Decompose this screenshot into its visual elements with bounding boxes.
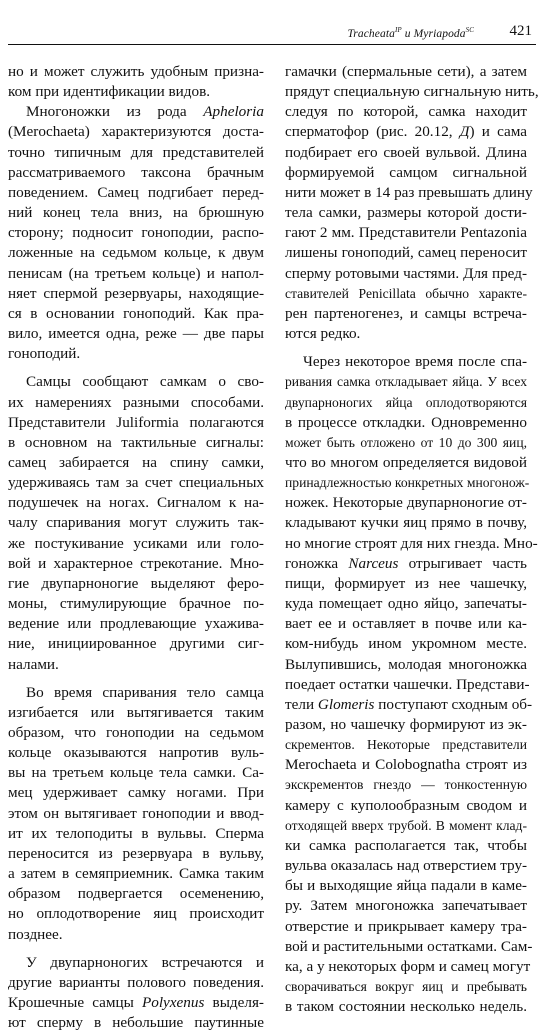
- running-title-sup1: IP: [394, 26, 402, 34]
- text-line: удерживаясь там за счет специальных: [8, 474, 264, 492]
- text-line: [285, 554, 527, 574]
- text-line: самец забирается на спину самки,: [8, 453, 264, 471]
- text-line: Через некоторое время после спа-: [303, 353, 527, 371]
- text-run: сперматофор (рис. 20.12,: [285, 123, 460, 141]
- text-line: этом он вытягивает гоноподии и ввод-: [8, 804, 264, 822]
- text-line: тела самки, размеры которой дости-: [285, 204, 527, 222]
- text-line: гие двупарноногие выделяют феро-: [8, 574, 264, 592]
- text-line: чалу спаривания могут служить так-: [8, 514, 264, 532]
- text-line: но многие строят для них гнезда. Мно-: [285, 534, 538, 552]
- text-line: [285, 695, 533, 715]
- text-line: [285, 122, 527, 142]
- text-run: ) и сама: [469, 123, 527, 141]
- text-line: гают 2 мм. Представители Pentazonia: [285, 224, 527, 242]
- page-number: 421: [509, 23, 532, 39]
- text-line: образом, что гоноподии на седьмом: [8, 724, 264, 741]
- text-line: ком-нибудь ином укромном месте.: [285, 635, 527, 653]
- text-line: ставителей Penicillata обычно характе-: [285, 285, 527, 301]
- text-line: вульва оказалась над отверстием тру-: [285, 857, 528, 875]
- text-line: скрементов. Некоторые представители: [285, 737, 527, 753]
- text-line: ки самка располагается так, чтобы: [285, 836, 527, 854]
- text-line: вой и характерное стрекотание. Мно-: [8, 554, 264, 572]
- text-line: Представители Juliformia полагаются: [8, 413, 264, 431]
- paragraph-gap: [8, 945, 264, 953]
- text-line: же постукивание усиками или голо-: [8, 534, 264, 552]
- text-line: поедает остатки чашечки. Представи-: [285, 675, 530, 693]
- text-line: ложенные на седьмом кольце, к двум: [8, 244, 264, 262]
- text-line: переносится из резервуара в вульву,: [8, 844, 264, 862]
- text-run: тели: [285, 695, 318, 713]
- text-line: принадлежностью конкретных многонож-: [285, 475, 530, 491]
- text-line: камеру с куполообразным сводом и: [285, 796, 527, 814]
- text-line: формируемой самцом сигнальной: [285, 163, 527, 181]
- text-line: а затем в семяприемник. Самка таким: [8, 865, 264, 883]
- text-run: поступают сходным об-: [374, 695, 533, 713]
- paragraph: [8, 102, 264, 364]
- text-line: мец удерживает самку ногами. При: [8, 784, 264, 802]
- paragraph: [8, 372, 264, 674]
- text-line: гоноподий.: [8, 345, 81, 363]
- running-title-part2: Myriapoda: [413, 28, 466, 40]
- text-line: в процессе откладки. Одновременно: [285, 413, 527, 431]
- paragraph: [285, 352, 538, 1017]
- running-title-joiner: и: [401, 28, 414, 40]
- text-line: сторону; подносит гоноподии, распо-: [8, 224, 264, 242]
- text-line: ру. Затем многоножка запечатывает: [285, 897, 527, 915]
- text-line: Merochaeta и Colobognatha строят из: [285, 756, 527, 774]
- running-title: [347, 26, 474, 40]
- text-line: ются редко.: [285, 325, 361, 343]
- text-line: ведение или продлевающие ухажива-: [8, 615, 264, 633]
- figure-panel-letter: Д: [459, 123, 470, 141]
- text-line: может быть отложено от 10 до 300 яиц,: [285, 434, 527, 450]
- text-line: подушечек на ногах. Сигналом к на-: [8, 494, 264, 512]
- text-line: нити может в 14 раз превышать длину: [285, 183, 533, 201]
- text-line: ка, а у некоторых форм и самец могут: [285, 957, 531, 975]
- text-line: в основном на тактильные сигналы:: [8, 433, 264, 451]
- text-line: ривания самка откладывает яйца. У всех: [285, 374, 527, 390]
- text-line: пищи, формирует из нее чашечку,: [285, 574, 527, 592]
- text-line: ют сперму в небольшие паутинные: [8, 1014, 264, 1032]
- text-line: гамачки (спермальные сети), а затем: [285, 63, 527, 80]
- text-line: пенисам (на третьем кольце) и напол-: [8, 264, 264, 282]
- text-line: прядут специальную сигнальную нить,: [285, 83, 539, 101]
- text-line: кладывают кучки яиц прямо в почву,: [285, 514, 527, 532]
- text-line: точно типичным для представителей: [8, 143, 264, 161]
- text-line: вает ее и оставляет в почве или ка-: [285, 615, 527, 633]
- genus-name: Narceus: [348, 554, 399, 572]
- text-line: У двупарноногих встречаются и: [26, 953, 264, 971]
- text-line: няет спермой резервуары, находящие-: [8, 284, 264, 302]
- running-title-part1: Tracheata: [347, 28, 395, 40]
- text-line: бы и выходящие яйца падали в каме-: [285, 877, 527, 895]
- text-line: другие варианты полового поведения.: [8, 973, 264, 991]
- text-line: образом подвергается осеменению,: [8, 885, 264, 903]
- text-line: ний конец тела вниз, на брюшную: [8, 204, 264, 222]
- text-line: следуя по которой, самка находит: [285, 103, 527, 121]
- text-line: ние, инициированное другими сиг-: [8, 635, 264, 653]
- text-run: выделя-: [204, 994, 264, 1012]
- left-column: [8, 62, 264, 1033]
- text-line: Вылупившись, молодая многоножка: [285, 655, 527, 673]
- right-column: [285, 62, 539, 1017]
- paragraph: [285, 62, 539, 344]
- text-line: позднее.: [8, 925, 63, 943]
- text-line: отверстие и прикрывает камеру тра-: [285, 917, 527, 935]
- text-line: рен партеногенез, и самцы встреча-: [285, 304, 527, 322]
- text-run: Многоножки из рода: [26, 103, 204, 121]
- paragraph-gap: [8, 675, 264, 683]
- text-line: что во многом определяется видовой: [285, 453, 527, 471]
- paragraph-gap: [8, 364, 264, 372]
- text-line: Во время спаривания тело самца: [26, 683, 264, 701]
- text-line: разом, но чашечку формируют из эк-: [285, 716, 527, 733]
- text-line: двупарноногих яйца оплодотворяются: [285, 394, 527, 410]
- text-line: сперму ротовыми частями. Для пред-: [285, 264, 527, 282]
- text-line: их намерениях разными способами.: [8, 393, 264, 411]
- text-line: но оплодотворение яиц происходит: [8, 905, 264, 923]
- text-line: поведением. Самец подгибает перед-: [8, 183, 264, 201]
- text-line: [8, 993, 264, 1013]
- paragraph-gap: [285, 344, 527, 352]
- text-line: но и может служить удобным призна-: [8, 63, 264, 80]
- text-line: лишены гоноподий, самец переносит: [285, 244, 527, 262]
- text-line: вой и растительными остатками. Сам-: [285, 937, 533, 955]
- text-run: Крошечные самцы: [8, 994, 142, 1012]
- text-line: Самцы сообщают самкам о сво-: [26, 373, 264, 391]
- text-line: в таком состоянии несколько недель.: [285, 998, 527, 1016]
- text-line: [8, 102, 264, 122]
- text-line: ся в основании гоноподий. Как пра-: [8, 304, 264, 322]
- genus-name: Glomeris: [317, 695, 375, 713]
- text-line: куда помещает одно яйцо, запечаты-: [285, 595, 527, 613]
- text-line: (Merochaeta) характеризуются доста-: [8, 123, 264, 141]
- text-line: ком при идентификации видов.: [8, 83, 211, 101]
- text-line: ножек. Некоторые двупарноногие от-: [285, 494, 527, 512]
- text-line: подбирает его своей вульвой. Длина: [285, 143, 527, 161]
- paragraph: [8, 953, 264, 1033]
- text-line: рассматриваемого таксона брачным: [8, 163, 264, 181]
- text-run: гоножка: [285, 554, 349, 572]
- text-line: вы на третьем кольце тела самки. Са-: [8, 764, 264, 782]
- running-title-sup2: SC: [465, 26, 474, 34]
- genus-name: Polyxenus: [141, 994, 205, 1012]
- genus-name: Apheloria: [203, 103, 264, 121]
- text-line: отходящей вверх трубой. В момент клад-: [285, 817, 527, 833]
- text-line: изгибается или вытягивается таким: [8, 703, 264, 721]
- running-header: [8, 22, 536, 45]
- text-line: кольце оказываются напротив вуль-: [8, 744, 264, 762]
- text-line: экскрементов гнездо — тонкостенную: [285, 777, 527, 793]
- text-line: моны, стимулирующие брачное по-: [8, 595, 264, 613]
- text-line: сворачиваться вокруг яиц и пребывать: [285, 979, 527, 995]
- paragraph: [8, 683, 264, 945]
- text-line: вило, имеется одна, реже — две пары: [8, 325, 264, 343]
- text-line: ит их телоподиты в вульвы. Сперма: [8, 824, 264, 842]
- text-line: налами.: [8, 655, 59, 673]
- text-run: отрыгивает часть: [398, 554, 527, 572]
- paragraph: [8, 62, 264, 102]
